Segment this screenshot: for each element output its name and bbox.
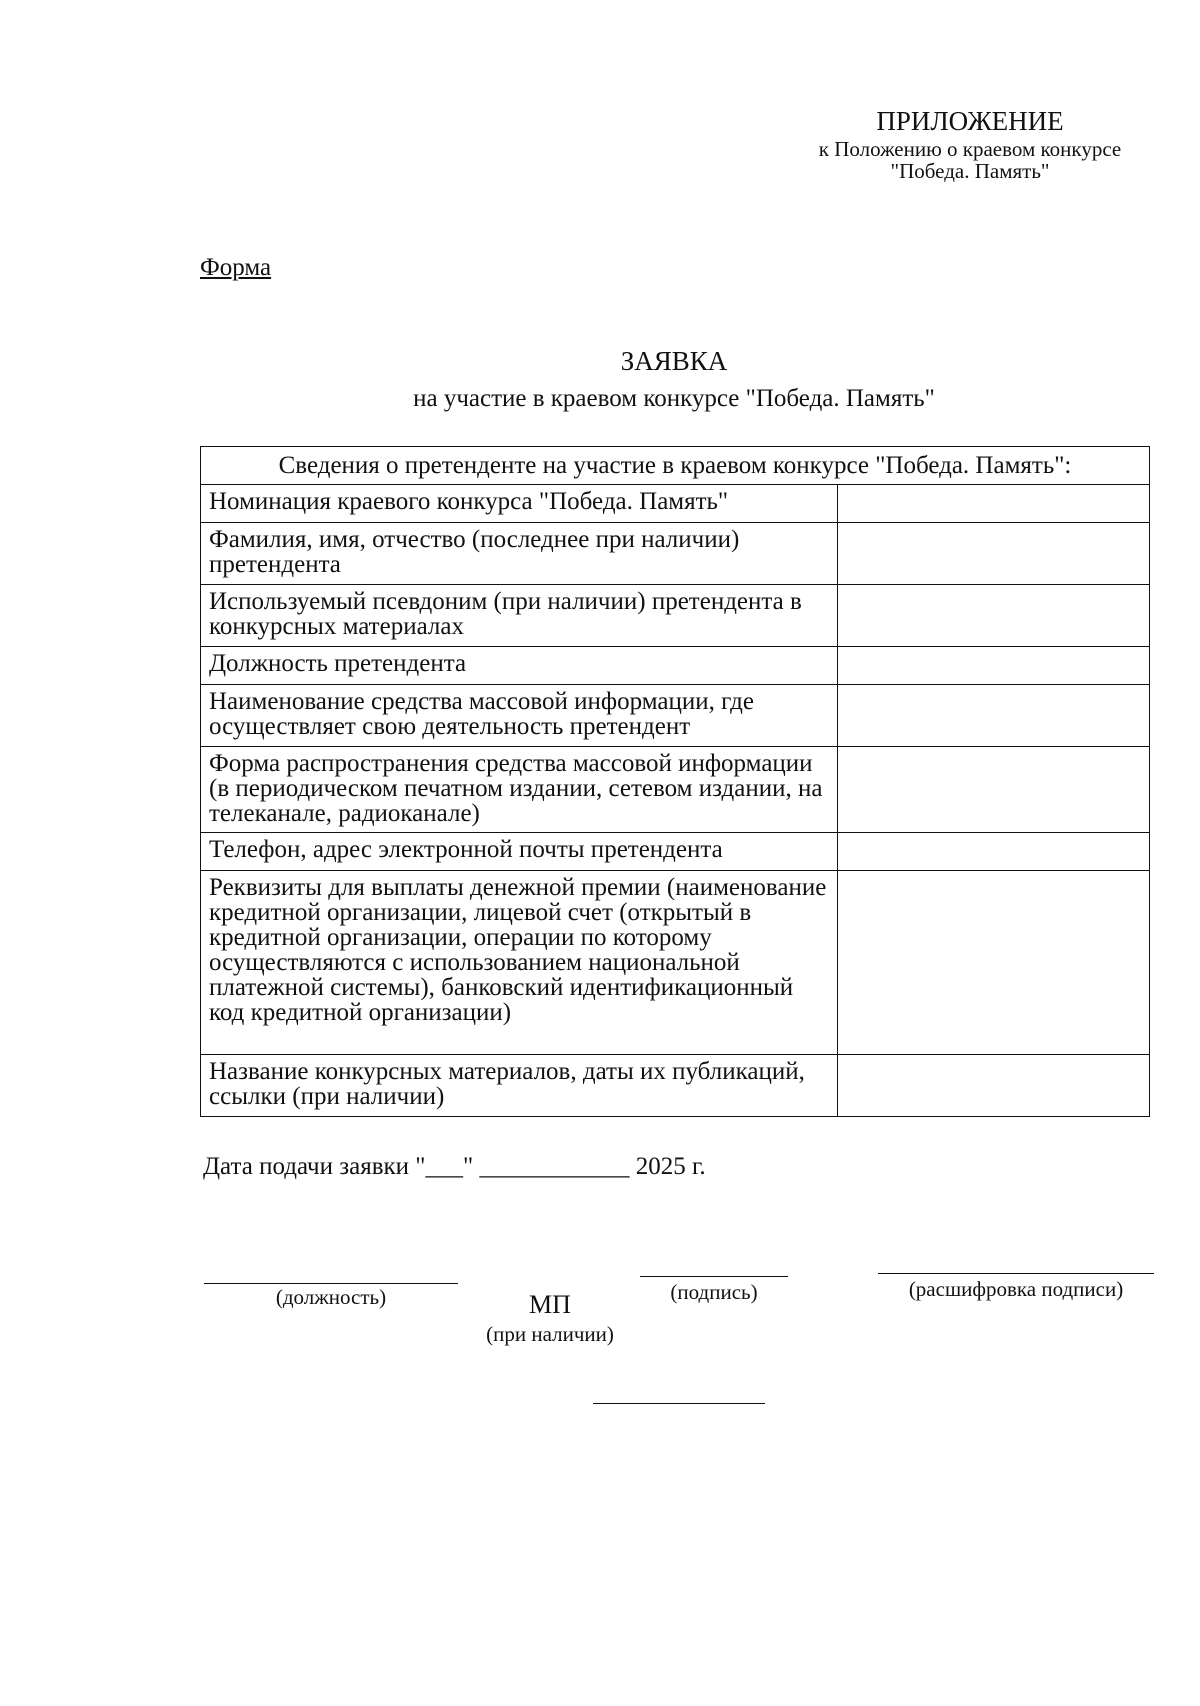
row-value-cell[interactable] <box>838 585 1150 647</box>
row-value-cell[interactable] <box>838 1055 1150 1117</box>
table-row <box>201 523 1150 585</box>
row-value-cell[interactable] <box>838 523 1150 585</box>
table-row <box>201 871 1150 1055</box>
row-label: Фамилия, имя, отчество (последнее при наличии) претендента <box>201 523 838 585</box>
table-row <box>201 647 1150 685</box>
table-row <box>201 833 1150 871</box>
end-divider <box>593 1403 765 1404</box>
document-title: ЗАЯВКА <box>620 346 728 376</box>
appendix-block <box>760 104 1180 182</box>
table-row <box>201 747 1150 833</box>
appendix-line-1: к Положению о краевом конкурсе <box>818 137 1122 161</box>
document-subtitle: на участие в краевом конкурсе "Победа. Память" <box>413 385 935 412</box>
applicant-form-table <box>200 446 1150 1117</box>
table-header: Сведения о претенденте на участие в краевом конкурсе "Победа. Память": <box>201 447 1150 485</box>
row-value-cell[interactable] <box>838 833 1150 871</box>
row-label: Реквизиты для выплаты денежной премии (наименование кредитной организации, лицевой счет (открытый в кредитной организации, операции по которому осуществляются с использованием национальной платежной системы), банковский идентификационный код кредитной организации) <box>201 871 838 1055</box>
row-label: Должность претендента <box>201 647 838 685</box>
decoding-signature-line[interactable] <box>878 1273 1154 1274</box>
row-label: Наименование средства массовой информации, где осуществляет свою деятельность претендент <box>201 685 838 747</box>
row-value-cell[interactable] <box>838 747 1150 833</box>
row-label: Название конкурсных материалов, даты их публикаций, ссылки (при наличии) <box>201 1055 838 1117</box>
row-label: Форма распространения средства массовой информации (в периодическом печатном издании, сетевом издании, на телеканале, радиоканале) <box>201 747 838 833</box>
table-row <box>201 485 1150 523</box>
position-caption: (должность) <box>275 1285 387 1309</box>
row-value-cell[interactable] <box>838 485 1150 523</box>
row-label: Используемый псевдоним (при наличии) претендента в конкурсных материалах <box>201 585 838 647</box>
table-row <box>201 685 1150 747</box>
stamp-note: (при наличии) <box>486 1322 614 1346</box>
row-value-cell[interactable] <box>838 871 1150 1055</box>
signature-caption: (подпись) <box>670 1280 758 1304</box>
table-row <box>201 1055 1150 1117</box>
table-row <box>201 585 1150 647</box>
signature-line[interactable] <box>640 1276 788 1277</box>
stamp-mark: МП <box>529 1290 571 1319</box>
submission-date-line[interactable]: Дата подачи заявки "___" ____________ 2025 г. <box>203 1153 706 1180</box>
table-header-row <box>201 447 1150 485</box>
row-value-cell[interactable] <box>838 647 1150 685</box>
position-signature-line[interactable] <box>204 1283 458 1284</box>
appendix-line-2: "Победа. Память" <box>890 159 1050 183</box>
row-label: Номинация краевого конкурса "Победа. Память" <box>201 485 838 523</box>
row-label: Телефон, адрес электронной почты претендента <box>201 833 838 871</box>
row-value-cell[interactable] <box>838 685 1150 747</box>
form-label: Форма <box>200 254 272 281</box>
appendix-title: ПРИЛОЖЕНИЕ <box>876 106 1064 136</box>
decoding-caption: (расшифровка подписи) <box>908 1277 1124 1301</box>
